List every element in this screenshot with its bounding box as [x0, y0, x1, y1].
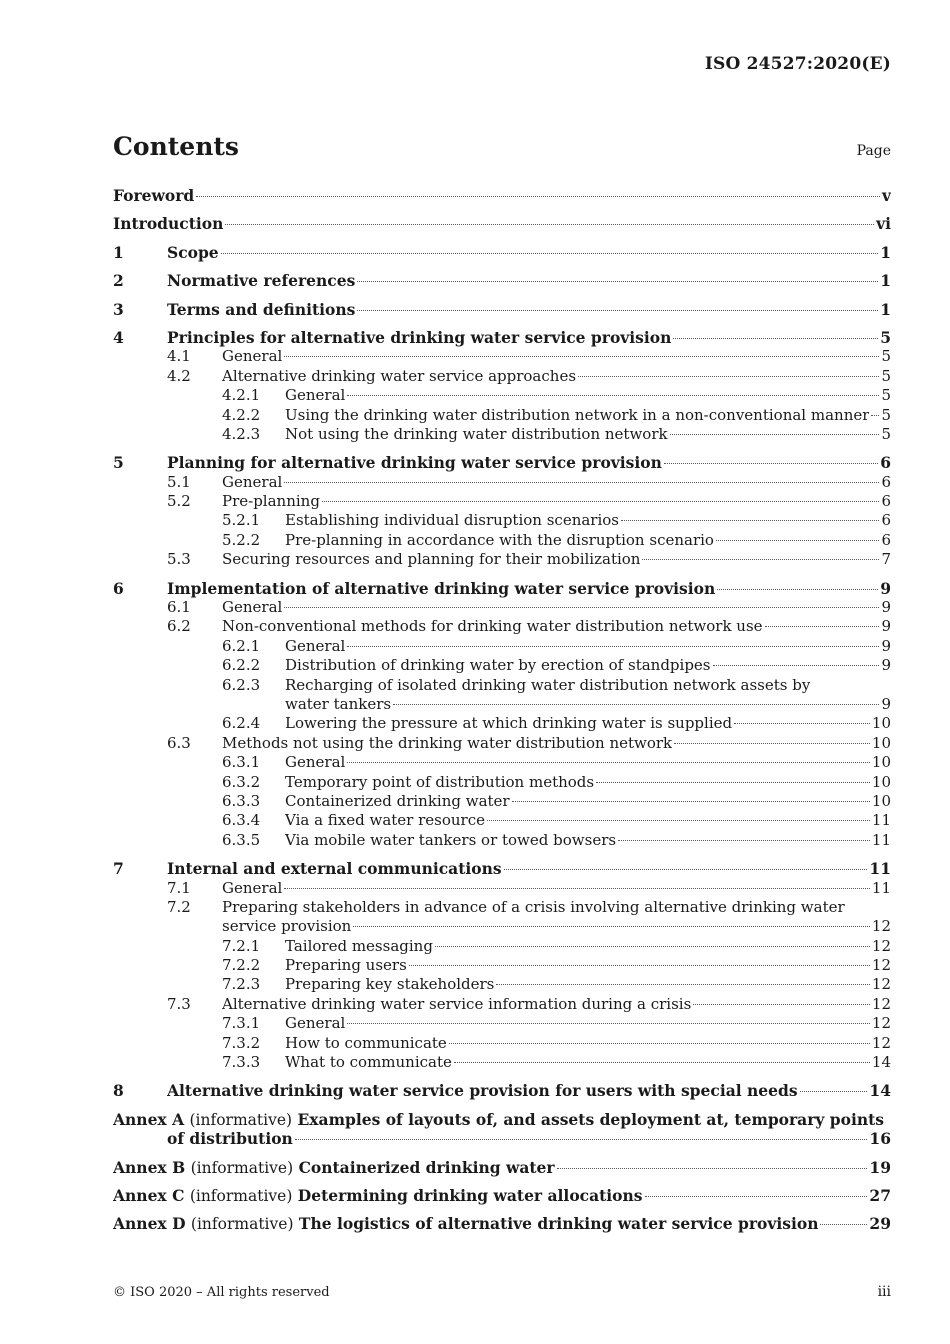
toc-entry[interactable] [113, 975, 891, 994]
toc-entry-number: 8 [113, 1081, 124, 1101]
toc-entry-line [222, 898, 891, 917]
toc-entry-page: 1 [880, 242, 891, 262]
toc-entry-line [167, 1081, 891, 1100]
toc-entry-title: Containerized drinking water [285, 791, 510, 810]
toc-entry-line [167, 579, 891, 598]
dot-leader [557, 1168, 868, 1169]
annex-entry[interactable] [113, 1158, 891, 1177]
toc-entry-line [285, 956, 891, 975]
annex-label: Annex A [113, 1109, 185, 1129]
dot-leader [322, 501, 880, 502]
toc-entry-title: water tankers [285, 694, 392, 713]
toc-entry-number: 6.3 [167, 733, 191, 752]
toc-entry-number: 7.2.3 [222, 975, 261, 994]
toc-entry-page: 12 [871, 956, 891, 975]
annex-informative-tag: (informative) [190, 1215, 294, 1234]
toc-entry-line [285, 831, 891, 850]
toc-entry-title: Lowering the pressure at which drinking water is supplied [285, 714, 733, 733]
toc-entry-number: 6.2.3 [222, 675, 261, 694]
toc-entry-line [285, 753, 891, 772]
annex-title: Examples of layouts of, and assets deployment at, temporary points [297, 1109, 885, 1129]
toc-entry-page: 9 [881, 617, 891, 636]
toc-entry-title: Principles for alternative drinking water service provision [167, 327, 672, 347]
toc-entry-page: 10 [871, 753, 891, 772]
annex-entry[interactable] [113, 1186, 891, 1205]
toc-entry-line [222, 995, 891, 1014]
toc-entry-title: Pre-planning in accordance with the disruption scenario [285, 530, 714, 549]
toc-entry-title: Establishing individual disruption scenarios [285, 511, 619, 530]
annex-title: Determining drinking water allocations [297, 1185, 643, 1205]
dot-leader [295, 1139, 868, 1140]
toc-entry-line [167, 271, 891, 290]
annex-entry[interactable] [113, 1214, 891, 1233]
toc-entry-line [222, 917, 891, 936]
dot-leader [284, 482, 879, 483]
toc-entry-title: Internal and external communications [167, 859, 502, 879]
dot-leader [347, 646, 879, 647]
annex-entry-page: 29 [869, 1214, 891, 1234]
toc-entry-title: Via mobile water tankers or towed bowsers [285, 830, 617, 849]
toc-entry-line [222, 492, 891, 511]
toc-entry-page: 12 [871, 917, 891, 936]
toc-entry-page: 5 [881, 347, 891, 366]
toc-entry[interactable] [113, 214, 891, 233]
toc-entry[interactable] [113, 186, 891, 205]
toc-entry-line [113, 186, 891, 205]
toc-entry[interactable] [113, 1081, 891, 1100]
toc-entry[interactable] [113, 1053, 891, 1072]
dot-leader [512, 801, 870, 802]
toc-entry-title: Distribution of drinking water by erection of standpipes [285, 656, 711, 675]
annex-entry-page: 27 [869, 1185, 891, 1205]
page-column-label: Page [856, 143, 891, 159]
toc-entry[interactable] [113, 328, 891, 347]
table-of-contents [113, 186, 891, 1234]
toc-entry-line [285, 975, 891, 994]
contents-header [113, 132, 891, 164]
toc-entry-page: 6 [881, 472, 891, 491]
toc-entry[interactable] [113, 879, 891, 898]
dot-leader [596, 782, 870, 783]
toc-entry-number: 4.2.1 [222, 386, 261, 405]
toc-entry-title: Temporary point of distribution methods [285, 772, 595, 791]
toc-entry[interactable] [113, 300, 891, 319]
toc-entry-page: 5 [880, 327, 891, 347]
toc-entry-page: 5 [881, 424, 891, 443]
dot-leader [670, 434, 880, 435]
toc-entry-title: Non-conventional methods for drinking water distribution network use [222, 617, 763, 636]
toc-entry-page: 10 [871, 791, 891, 810]
toc-entry[interactable] [113, 676, 891, 695]
toc-entry-title: Recharging of isolated drinking water distribution network assets by [285, 675, 811, 694]
toc-entry[interactable] [113, 898, 891, 917]
toc-entry-page: 12 [871, 1014, 891, 1033]
toc-entry-page: 1 [880, 271, 891, 291]
toc-entry-title: Alternative drinking water service approaches [222, 366, 577, 385]
toc-entry-title: Preparing users [285, 956, 407, 975]
toc-entry-page: 1 [880, 299, 891, 319]
toc-entry[interactable] [113, 1034, 891, 1053]
toc-entry-number: 6.1 [167, 598, 191, 617]
toc-entry-number: 5.1 [167, 472, 191, 491]
toc-entry-line [222, 598, 891, 617]
toc-entry-title: What to communicate [285, 1053, 452, 1072]
toc-entry[interactable] [113, 956, 891, 975]
toc-entry-title: Preparing key stakeholders [285, 975, 495, 994]
dot-leader [642, 559, 879, 560]
toc-entry[interactable] [113, 637, 891, 656]
document-id: ISO 24527:2020(E) [704, 54, 891, 74]
toc-entry-line [285, 695, 891, 714]
annex-informative-tag: (informative) [190, 1158, 294, 1177]
toc-entry-line [285, 531, 891, 550]
toc-entry-line [285, 773, 891, 792]
dot-leader [357, 310, 878, 311]
toc-entry-number: 6.2.4 [222, 714, 261, 733]
toc-entry-line [285, 386, 891, 405]
toc-entry-page: 5 [881, 366, 891, 385]
dot-leader [717, 589, 878, 590]
toc-entry-title: General [285, 1014, 346, 1033]
annex-entry-heading [113, 1214, 818, 1234]
dot-leader [225, 224, 874, 225]
page-number: iii [877, 1284, 891, 1300]
toc-entry-line [222, 617, 891, 636]
toc-entry-line [222, 347, 891, 366]
annex-label: Annex B [113, 1157, 186, 1177]
toc-entry-page: 9 [881, 598, 891, 617]
annex-label: Annex D [113, 1214, 186, 1234]
dot-leader [673, 338, 878, 339]
toc-entry-number: 7.2 [167, 897, 191, 916]
toc-entry-page: 6 [881, 492, 891, 511]
toc-entry-number: 5.3 [167, 550, 191, 569]
toc-entry[interactable] [113, 734, 891, 753]
annex-entry-continuation[interactable] [113, 1129, 891, 1148]
toc-entry-page: 5 [881, 405, 891, 424]
dot-leader [284, 356, 879, 357]
dot-leader [221, 253, 879, 254]
dot-leader [196, 196, 880, 197]
toc-entry[interactable] [113, 598, 891, 617]
toc-entry-number: 5.2.2 [222, 530, 261, 549]
toc-entry[interactable] [113, 453, 891, 472]
toc-entry-line [285, 656, 891, 675]
toc-entry-number: 5.2 [167, 492, 191, 511]
toc-entry-title: Alternative drinking water service information during a crisis [222, 994, 692, 1013]
toc-entry[interactable] [113, 492, 891, 511]
toc-entry-line [222, 550, 891, 569]
toc-entry-number: 6.3.1 [222, 753, 261, 772]
toc-entry-line [285, 714, 891, 733]
toc-entry-number: 4.2 [167, 366, 191, 385]
toc-entry-page: 12 [871, 1033, 891, 1052]
toc-entry-title: Normative references [167, 271, 356, 291]
toc-entry-title: Foreword [113, 186, 195, 205]
dot-leader [765, 626, 880, 627]
toc-entry-line [222, 367, 891, 386]
toc-entry-line [285, 937, 891, 956]
toc-entry[interactable] [113, 511, 891, 530]
toc-entry-line [222, 879, 891, 898]
toc-entry-number: 2 [113, 271, 124, 291]
toc-entry[interactable] [113, 347, 891, 366]
annex-label: Annex C [113, 1185, 185, 1205]
toc-entry-number: 7.3 [167, 994, 191, 1013]
dot-leader [645, 1196, 868, 1197]
dot-leader [347, 762, 870, 763]
contents-title: Contents [113, 132, 240, 161]
toc-entry-page: 12 [871, 936, 891, 955]
toc-entry-line [285, 406, 891, 425]
dot-leader [621, 520, 879, 521]
toc-entry-page: 7 [881, 550, 891, 569]
toc-entry-title: General [285, 753, 346, 772]
dot-leader [504, 869, 868, 870]
toc-entry[interactable] [113, 367, 891, 386]
dot-leader [871, 415, 879, 416]
toc-entry-page: vi [876, 214, 891, 234]
toc-entry-number: 6.2.2 [222, 656, 261, 675]
annex-entry-page: 19 [869, 1157, 891, 1177]
toc-entry-number: 6.2.1 [222, 636, 261, 655]
dot-leader [734, 723, 870, 724]
toc-entry-title: Preparing stakeholders in advance of a crisis involving alternative drinking water [222, 897, 845, 916]
dot-leader [578, 376, 879, 377]
toc-entry-line [285, 1014, 891, 1033]
toc-entry-line [167, 243, 891, 262]
dot-leader [347, 1023, 870, 1024]
toc-entry-page: 11 [871, 878, 891, 897]
toc-entry-page: 10 [871, 733, 891, 752]
toc-entry-title: Not using the drinking water distribution network [285, 424, 668, 443]
annex-title-continuation: of distribution [167, 1129, 293, 1149]
toc-entry-page: 9 [881, 636, 891, 655]
toc-entry-page: 12 [871, 975, 891, 994]
toc-entry[interactable] [113, 792, 891, 811]
toc-entry[interactable] [113, 995, 891, 1014]
toc-entry-page: 14 [869, 1081, 891, 1101]
toc-entry-number: 4 [113, 327, 124, 347]
toc-entry-title: Tailored messaging [285, 936, 433, 955]
toc-entry-title: General [222, 598, 283, 617]
toc-entry[interactable] [113, 406, 891, 425]
toc-entry-page: 11 [871, 811, 891, 830]
annex-entry-line [167, 1129, 891, 1148]
toc-entry[interactable] [113, 425, 891, 444]
toc-entry-number: 6.3.5 [222, 830, 261, 849]
toc-entry-number: 7.2.2 [222, 956, 261, 975]
toc-entry[interactable] [113, 811, 891, 830]
toc-entry-title: Implementation of alternative drinking water service provision [167, 578, 716, 598]
toc-entry[interactable] [113, 831, 891, 850]
dot-leader [674, 743, 870, 744]
toc-entry-line [113, 214, 891, 233]
dot-leader [693, 1004, 870, 1005]
toc-entry[interactable] [113, 656, 891, 675]
toc-entry-number: 7.1 [167, 878, 191, 897]
toc-entry-line [285, 792, 891, 811]
dot-leader [820, 1224, 867, 1225]
dot-leader [496, 984, 870, 985]
toc-entry-title: Planning for alternative drinking water service provision [167, 453, 662, 473]
toc-entry[interactable] [113, 473, 891, 492]
toc-entry-number: 7.3.2 [222, 1033, 261, 1052]
toc-entry-title: Using the drinking water distribution network in a non-conventional manner [285, 405, 870, 424]
toc-entry[interactable] [113, 579, 891, 598]
annex-entry-page: 16 [869, 1129, 891, 1149]
toc-entry-number: 7.3.1 [222, 1014, 261, 1033]
dot-leader [800, 1091, 868, 1092]
annex-title: The logistics of alternative drinking water service provision [298, 1214, 819, 1234]
toc-entry-line [222, 473, 891, 492]
dot-leader [454, 1062, 870, 1063]
toc-entry-page: 11 [869, 859, 891, 879]
toc-entry-number: 7.2.1 [222, 936, 261, 955]
toc-entry-page: v [881, 186, 891, 205]
toc-entry-title: General [285, 636, 346, 655]
toc-entry-number: 4.1 [167, 347, 191, 366]
toc-entry[interactable] [113, 243, 891, 262]
toc-entry-title: Via a fixed water resource [285, 811, 486, 830]
toc-entry-title: Methods not using the drinking water distribution network [222, 733, 673, 752]
toc-entry-page: 11 [871, 830, 891, 849]
toc-entry-line [167, 453, 891, 472]
toc-entry-page: 9 [881, 656, 891, 675]
toc-entry-number: 6 [113, 578, 124, 598]
toc-entry-number: 7.3.3 [222, 1053, 261, 1072]
toc-entry[interactable] [113, 937, 891, 956]
toc-entry-page: 9 [881, 694, 891, 713]
toc-entry-number: 5 [113, 453, 124, 473]
toc-entry[interactable] [113, 695, 891, 714]
toc-entry-line [222, 734, 891, 753]
toc-entry-line [167, 328, 891, 347]
dot-leader [618, 840, 870, 841]
toc-entry-title: How to communicate [285, 1033, 447, 1052]
copyright-notice: © ISO 2020 – All rights reserved [113, 1285, 330, 1300]
toc-entry[interactable] [113, 753, 891, 772]
toc-entry[interactable] [113, 617, 891, 636]
toc-entry-number: 7 [113, 859, 124, 879]
annex-entry-line [113, 1110, 891, 1130]
toc-entry-number: 5.2.1 [222, 511, 261, 530]
toc-entry-line [285, 637, 891, 656]
toc-entry[interactable] [113, 714, 891, 733]
toc-entry-title: Terms and definitions [167, 299, 356, 319]
annex-entry[interactable] [113, 1110, 891, 1129]
toc-entry-number: 6.3.2 [222, 772, 261, 791]
dot-leader [393, 704, 879, 705]
dot-leader [716, 540, 880, 541]
annex-title: Containerized drinking water [298, 1157, 555, 1177]
dot-leader [713, 665, 880, 666]
toc-entry-line [167, 859, 891, 878]
dot-leader [487, 820, 870, 821]
toc-entry[interactable] [113, 386, 891, 405]
annex-entry-heading [113, 1158, 555, 1178]
toc-entry-page: 5 [881, 386, 891, 405]
toc-entry-title: Introduction [113, 214, 224, 234]
toc-entry-number: 4.2.2 [222, 405, 261, 424]
toc-entry-page: 6 [881, 511, 891, 530]
toc-entry-page: 10 [871, 714, 891, 733]
toc-entry-number: 6.3.3 [222, 791, 261, 810]
toc-entry-page: 14 [871, 1053, 891, 1072]
annex-informative-tag: (informative) [189, 1186, 293, 1205]
dot-leader [357, 281, 878, 282]
annex-entry-line [113, 1214, 891, 1234]
dot-leader [409, 965, 870, 966]
toc-entry[interactable] [113, 773, 891, 792]
toc-entry-line [285, 811, 891, 830]
annex-informative-tag: (informative) [189, 1110, 293, 1129]
toc-entry[interactable] [113, 917, 891, 936]
toc-entry[interactable] [113, 859, 891, 878]
toc-entry-title: Securing resources and planning for their mobilization [222, 550, 641, 569]
toc-entry-title: General [285, 386, 346, 405]
toc-entry[interactable] [113, 531, 891, 550]
dot-leader [284, 888, 870, 889]
toc-entry-page: 6 [881, 530, 891, 549]
toc-entry-line [167, 300, 891, 319]
dot-leader [664, 463, 878, 464]
dot-leader [435, 946, 870, 947]
toc-entry-number: 6.3.4 [222, 811, 261, 830]
toc-entry-title: Scope [167, 242, 219, 262]
annex-entry-heading [113, 1110, 884, 1130]
dot-leader [347, 395, 879, 396]
toc-entry-title: General [222, 878, 283, 897]
toc-entry-number: 3 [113, 299, 124, 319]
dot-leader [449, 1043, 870, 1044]
toc-entry-line [285, 425, 891, 444]
toc-entry-title: Alternative drinking water service provision for users with special needs [167, 1081, 798, 1101]
annex-entry-line [113, 1158, 891, 1178]
dot-leader [353, 926, 870, 927]
toc-entry-title: service provision [222, 917, 352, 936]
toc-entry-number: 6.2 [167, 617, 191, 636]
toc-entry[interactable] [113, 1014, 891, 1033]
toc-entry-number: 1 [113, 242, 124, 262]
toc-entry[interactable] [113, 550, 891, 569]
toc-entry-page: 12 [871, 994, 891, 1013]
toc-entry-line [285, 1034, 891, 1053]
toc-entry-page: 9 [880, 578, 891, 598]
toc-entry-page: 6 [880, 453, 891, 473]
toc-entry-page: 10 [871, 772, 891, 791]
dot-leader [284, 607, 879, 608]
toc-entry-number: 4.2.3 [222, 424, 261, 443]
toc-entry-line [285, 511, 891, 530]
toc-entry-title: General [222, 472, 283, 491]
toc-entry-line [285, 1053, 891, 1072]
annex-entry-line [113, 1186, 891, 1206]
toc-entry[interactable] [113, 271, 891, 290]
annex-entry-heading [113, 1186, 643, 1206]
toc-entry-title: Pre-planning [222, 492, 320, 511]
toc-entry-title: General [222, 347, 283, 366]
toc-entry-line [285, 676, 891, 695]
